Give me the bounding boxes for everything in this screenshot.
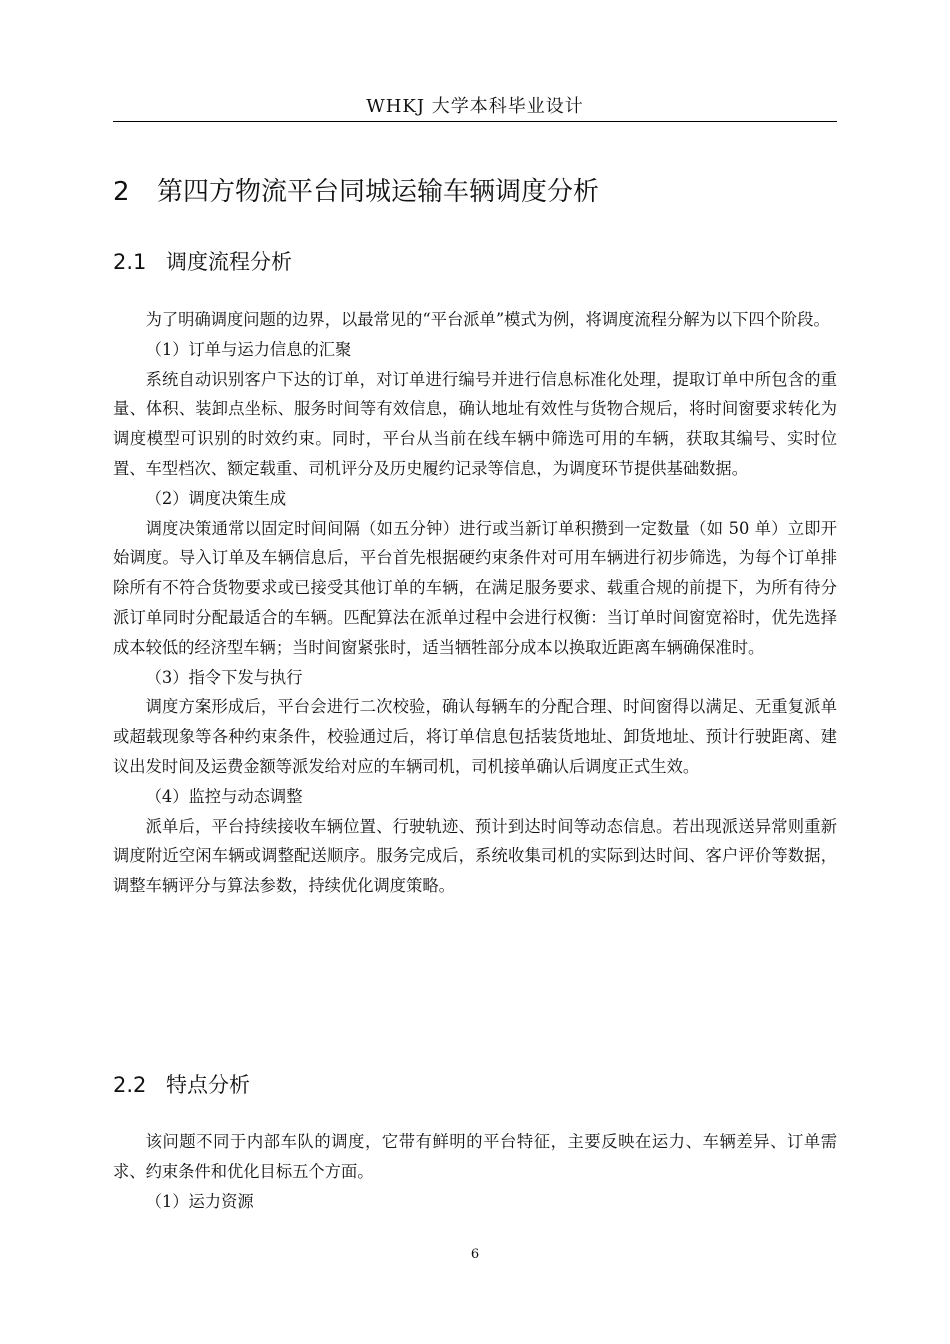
subheading: （4）监控与动态调整 [145, 786, 303, 806]
paragraph: 派单后，平台持续接收车辆位置、行驶轨迹、预计到达时间等动态信息。若出现派送异常则重新调度附近空闲车辆或调整配送顺序。服务完成后，系统收集司机的实际到达时间、客户评价等数据，调整车辆评分与算法参数，持续优化调度策略。 [113, 816, 837, 896]
paragraph: 系统自动识别客户下达的订单，对订单进行编号并进行信息标准化处理，提取订单中所包含的重量、体积、装卸点坐标、服务时间等有效信息，确认地址有效性与货物合规后，将时间窗要求转化为调度模型可识别的时效约束。同时，平台从当前在线车辆中筛选可用的车辆，获取其编号、实时位置、车型档次、额定载重、司机评分及历史履约记录等信息，为调度环节提供基础数据。 [113, 369, 837, 478]
chapter-heading [113, 172, 837, 212]
subheading: （1）订单与运力信息的汇聚 [145, 339, 352, 359]
page-header: WHKJ 大学本科毕业设计 [366, 96, 584, 117]
section-title: 调度流程分析 [166, 250, 292, 274]
section-body-2-1 [113, 305, 837, 901]
subheading: （3）指令下发与执行 [145, 667, 303, 687]
section-heading-2-2 [113, 1069, 837, 1101]
paragraph: 调度决策通常以固定时间间隔（如五分钟）进行或当新订单积攒到一定数量（如 50 单）立即开始调度。导入订单及车辆信息后，平台首先根据硬约束条件对可用车辆进行初步筛选，为每个订单排除所有不符合货物要求或已接受其他订单的车辆，在满足服务要求、载重合规的前提下，为所有待分派订单同时分配最适合的车辆。匹配算法在派单过程中会进行权衡：当订单时间窗宽裕时，优先选择成本较低的经济型车辆；当时间窗紧张时，适当牺牲部分成本以换取近距离车辆确保准时。 [113, 518, 837, 657]
section-title: 特点分析 [166, 1073, 250, 1097]
section-number: 2.2 [113, 1073, 147, 1097]
subheading: （2）调度决策生成 [145, 488, 287, 508]
page-number: 6 [470, 1247, 480, 1262]
chapter-title: 第四方物流平台同城运输车辆调度分析 [157, 177, 600, 207]
header-rule [113, 121, 837, 122]
chapter-number: 2 [113, 177, 130, 207]
subheading: （1）运力资源 [145, 1191, 254, 1211]
paragraph: 为了明确调度问题的边界，以最常见的“平台派单”模式为例，将调度流程分解为以下四个阶段。 [145, 310, 830, 329]
section-body-2-2 [113, 1127, 837, 1216]
paragraph: 调度方案形成后，平台会进行二次校验，确认每辆车的分配合理、时间窗得以满足、无重复派单或超载现象等各种约束条件，校验通过后，将订单信息包括装货地址、卸货地址、预计行驶距离、建议出发时间及运费金额等派发给对应的车辆司机，司机接单确认后调度正式生效。 [113, 697, 837, 776]
paragraph: 该问题不同于内部车队的调度，它带有鲜明的平台特征，主要反映在运力、车辆差异、订单需求、约束条件和优化目标五个方面。 [113, 1132, 837, 1181]
section-heading-2-1 [113, 246, 837, 278]
section-number: 2.1 [113, 250, 147, 274]
